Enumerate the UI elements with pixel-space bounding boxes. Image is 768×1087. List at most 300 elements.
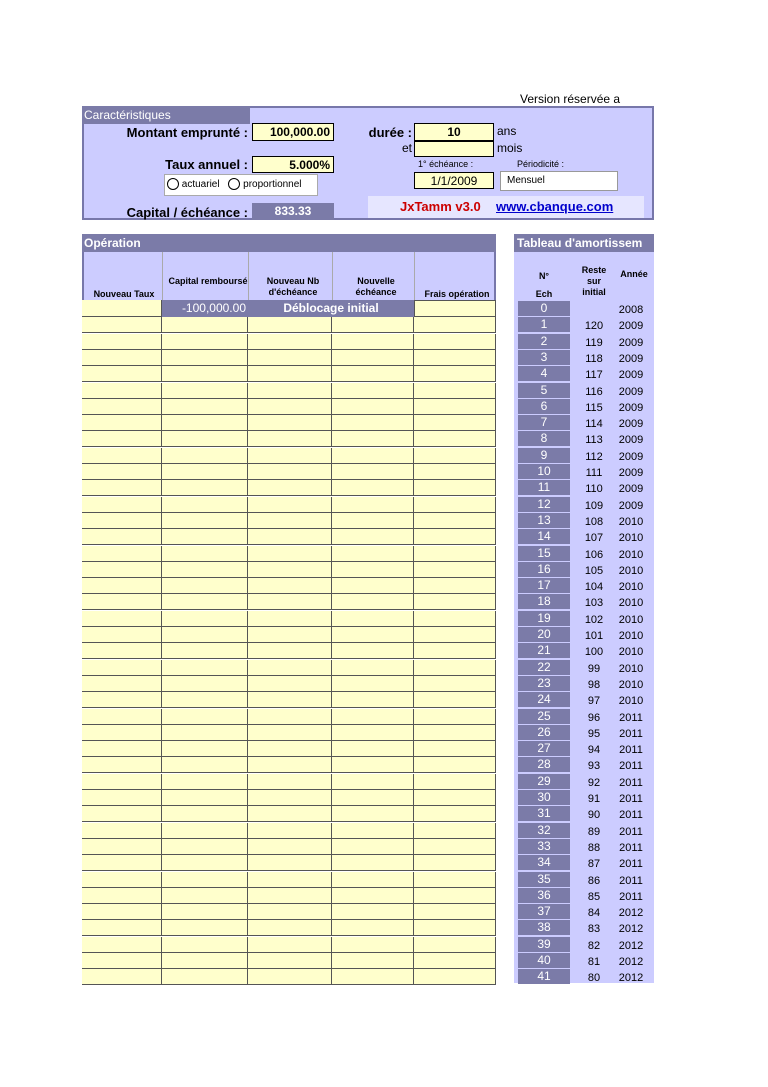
operation-cell[interactable] — [414, 969, 496, 985]
operation-cell[interactable] — [248, 969, 332, 985]
operation-cell[interactable] — [414, 823, 496, 839]
operation-cell[interactable] — [162, 757, 248, 773]
operation-row — [82, 741, 496, 757]
annee-value: 2011 — [619, 874, 643, 887]
operation-cell[interactable] — [162, 594, 248, 610]
operation-cell[interactable] — [332, 611, 414, 627]
operation-cell[interactable] — [82, 741, 162, 757]
operation-cell[interactable] — [414, 317, 496, 333]
operation-cell[interactable] — [82, 937, 162, 953]
operation-cell[interactable] — [414, 741, 496, 757]
operation-row — [82, 431, 496, 447]
operation-cell[interactable] — [82, 415, 162, 431]
montant-input[interactable]: 100,000.00 — [252, 123, 334, 141]
operation-cell[interactable] — [248, 497, 332, 513]
annee-value: 2009 — [618, 352, 644, 365]
operation-cell[interactable] — [82, 872, 162, 888]
operation-cell[interactable] — [414, 806, 496, 822]
operation-cell[interactable] — [82, 692, 162, 708]
echeance-number: 37 — [518, 904, 570, 919]
operation-cell[interactable] — [414, 790, 496, 806]
operation-cell[interactable] — [248, 431, 332, 447]
operation-cell[interactable] — [82, 431, 162, 447]
operation-cell[interactable] — [82, 399, 162, 415]
operation-cell[interactable] — [332, 431, 414, 447]
operation-cell[interactable] — [414, 611, 496, 627]
operation-cell[interactable] — [248, 366, 332, 382]
amortization-row — [514, 562, 654, 578]
operation-cell[interactable] — [414, 725, 496, 741]
operation-cell[interactable] — [82, 611, 162, 627]
operation-cell[interactable] — [332, 627, 414, 643]
echeance-number: 5 — [518, 383, 570, 398]
operation-cell[interactable] — [332, 334, 414, 350]
amortization-row — [514, 529, 654, 545]
col-nouvelle-echeance: Nouvelle échéance — [355, 276, 397, 297]
operation-cell[interactable] — [248, 839, 332, 855]
operation-cell[interactable] — [414, 888, 496, 904]
operation-cell[interactable] — [82, 480, 162, 496]
reste-value: 81 — [587, 956, 601, 968]
annee-value: 2012 — [618, 907, 644, 920]
operation-cell[interactable] — [162, 627, 248, 643]
reste-value: 119 — [585, 336, 603, 349]
echeance-number: 18 — [518, 594, 570, 609]
operation-cell[interactable] — [332, 774, 414, 790]
annee-value: 2010 — [618, 646, 644, 659]
operation-cell[interactable] — [414, 757, 496, 773]
operation-cell[interactable] — [82, 627, 162, 643]
echeance-number: 12 — [518, 497, 570, 512]
echeance-number: 3 — [518, 350, 570, 365]
operation-cell[interactable] — [248, 415, 332, 431]
amortization-row — [514, 823, 654, 839]
operation-cell[interactable] — [82, 774, 162, 790]
operation-cell[interactable] — [332, 317, 414, 333]
operation-cell[interactable] — [162, 823, 248, 839]
operation-cell[interactable] — [414, 415, 496, 431]
operation-row — [82, 969, 496, 985]
operation-cell[interactable] — [248, 741, 332, 757]
operation-cell[interactable] — [414, 709, 496, 725]
operation-cell[interactable] — [162, 415, 248, 431]
operation-cell[interactable] — [332, 480, 414, 496]
annee-value: 2012 — [618, 972, 644, 985]
operation-cell[interactable] — [332, 383, 414, 399]
amortization-row — [514, 855, 654, 871]
operation-cell[interactable] — [162, 774, 248, 790]
operation-cell[interactable] — [332, 660, 414, 676]
operation-cell[interactable] — [248, 399, 332, 415]
amortization-row — [514, 709, 654, 725]
operation-cell[interactable] — [414, 872, 496, 888]
operation-cell[interactable] — [332, 399, 414, 415]
website-link[interactable]: www.cbanque.com — [496, 199, 614, 214]
operation-cell[interactable] — [248, 643, 332, 659]
echeance-number: 28 — [518, 757, 570, 772]
operation-cell[interactable] — [332, 920, 414, 936]
amortization-row — [514, 350, 654, 366]
operation-cell[interactable] — [332, 872, 414, 888]
operation-cell[interactable] — [162, 888, 248, 904]
echeance-number: 32 — [518, 823, 570, 838]
operation-cell[interactable] — [162, 350, 248, 366]
reste-value: 92 — [587, 776, 601, 789]
first-row-taux[interactable] — [82, 300, 162, 317]
operation-cell[interactable] — [162, 546, 248, 562]
operation-cell[interactable] — [162, 725, 248, 741]
annee-value: 2010 — [618, 630, 644, 642]
amortization-row — [514, 937, 654, 953]
operation-cell[interactable] — [82, 823, 162, 839]
operation-cell[interactable] — [332, 594, 414, 610]
amortization-row — [514, 334, 654, 350]
operation-cell[interactable] — [162, 448, 248, 464]
duree-years-input[interactable]: 10 — [414, 123, 494, 141]
operation-cell[interactable] — [414, 334, 496, 350]
operation-cell[interactable] — [162, 431, 248, 447]
operation-cell[interactable] — [332, 823, 414, 839]
reste-value: 93 — [587, 760, 601, 773]
echeance-number: 0 — [518, 301, 570, 316]
operation-cell[interactable] — [332, 497, 414, 513]
operation-cell[interactable] — [248, 317, 332, 333]
operation-cell[interactable] — [414, 513, 496, 529]
operation-cell[interactable] — [248, 774, 332, 790]
operation-row — [82, 757, 496, 773]
operation-row — [82, 888, 496, 904]
operation-cell[interactable] — [248, 937, 332, 953]
reste-value: 84 — [587, 907, 601, 920]
operation-cell[interactable] — [162, 529, 248, 545]
operation-cell[interactable] — [162, 660, 248, 676]
operation-cell[interactable] — [162, 676, 248, 692]
operation-cell[interactable] — [82, 594, 162, 610]
operation-cell[interactable] — [332, 806, 414, 822]
operation-cell[interactable] — [82, 660, 162, 676]
operation-cell[interactable] — [82, 334, 162, 350]
operation-cell[interactable] — [162, 513, 248, 529]
operation-cell[interactable] — [332, 578, 414, 594]
operation-row — [82, 594, 496, 610]
annee-value: 2009 — [618, 336, 644, 349]
operation-cell[interactable] — [82, 366, 162, 382]
operation-cell[interactable] — [82, 725, 162, 741]
first-row-frais[interactable] — [414, 300, 496, 317]
operation-cell[interactable] — [248, 872, 332, 888]
operation-cell[interactable] — [332, 855, 414, 871]
operation-cell[interactable] — [248, 448, 332, 464]
operation-cell[interactable] — [82, 546, 162, 562]
operation-cell[interactable] — [82, 464, 162, 480]
operation-cell[interactable] — [162, 920, 248, 936]
operation-cell[interactable] — [414, 497, 496, 513]
operation-cell[interactable] — [162, 497, 248, 513]
operation-cell[interactable] — [332, 448, 414, 464]
operation-cell[interactable] — [248, 334, 332, 350]
operation-cell[interactable] — [82, 676, 162, 692]
operation-cell[interactable] — [82, 578, 162, 594]
operation-cell[interactable] — [332, 529, 414, 545]
operation-cell[interactable] — [82, 806, 162, 822]
operation-cell[interactable] — [162, 839, 248, 855]
periodicite-select[interactable]: Mensuel — [500, 171, 618, 191]
operation-cell[interactable] — [82, 383, 162, 399]
amortization-row — [514, 383, 654, 399]
operation-cell[interactable] — [248, 546, 332, 562]
operation-cell[interactable] — [414, 904, 496, 920]
operation-cell[interactable] — [414, 383, 496, 399]
operation-cell[interactable] — [414, 366, 496, 382]
operation-cell[interactable] — [162, 611, 248, 627]
operation-cell[interactable] — [248, 594, 332, 610]
operation-cell[interactable] — [414, 643, 496, 659]
amortization-row — [514, 317, 654, 333]
operation-cell[interactable] — [332, 546, 414, 562]
operation-cell[interactable] — [82, 709, 162, 725]
operation-cell[interactable] — [162, 480, 248, 496]
operation-cell[interactable] — [248, 920, 332, 936]
echeance-number: 26 — [518, 725, 570, 740]
operation-cell[interactable] — [162, 872, 248, 888]
taux-input[interactable]: 5.000% — [252, 156, 334, 173]
operation-cell[interactable] — [414, 839, 496, 855]
operation-cell[interactable] — [332, 937, 414, 953]
radio-actuariel[interactable] — [167, 178, 179, 190]
operation-cell[interactable] — [332, 415, 414, 431]
operation-cell[interactable] — [248, 953, 332, 969]
operation-cell[interactable] — [82, 513, 162, 529]
annee-value: 2009 — [618, 385, 644, 398]
operation-cell[interactable] — [248, 529, 332, 545]
operation-cell[interactable] — [162, 692, 248, 708]
operation-cell[interactable] — [332, 464, 414, 480]
operation-cell[interactable] — [414, 774, 496, 790]
operation-cell[interactable] — [414, 627, 496, 643]
operation-cell[interactable] — [414, 953, 496, 969]
operation-cell[interactable] — [82, 839, 162, 855]
annee-value: 2012 — [618, 956, 644, 968]
operation-cell[interactable] — [332, 513, 414, 529]
operation-cell[interactable] — [82, 790, 162, 806]
duree-months-input[interactable] — [414, 141, 494, 157]
amortization-row — [514, 611, 654, 627]
operation-cell[interactable] — [414, 660, 496, 676]
operation-cell[interactable] — [414, 562, 496, 578]
operation-cell[interactable] — [248, 855, 332, 871]
operation-cell[interactable] — [162, 741, 248, 757]
operation-cell[interactable] — [414, 464, 496, 480]
annee-value: 2011 — [619, 890, 643, 903]
operation-cell[interactable] — [248, 790, 332, 806]
operation-row — [82, 366, 496, 382]
annee-value: 2011 — [619, 793, 643, 805]
operation-cell[interactable] — [162, 969, 248, 985]
operation-cell[interactable] — [332, 839, 414, 855]
operation-cell[interactable] — [414, 431, 496, 447]
operation-cell[interactable] — [162, 366, 248, 382]
operation-cell[interactable] — [332, 790, 414, 806]
operation-cell[interactable] — [248, 464, 332, 480]
operation-cell[interactable] — [332, 741, 414, 757]
operation-cell[interactable] — [82, 969, 162, 985]
reste-value: 89 — [587, 825, 601, 838]
operation-cell[interactable] — [332, 366, 414, 382]
radio-proportionnel[interactable] — [228, 178, 240, 190]
echeance-number: 38 — [518, 920, 570, 935]
col-n-line1: N° — [538, 271, 550, 281]
operation-cell[interactable] — [82, 350, 162, 366]
calc-mode-group — [164, 174, 318, 196]
operation-row — [82, 643, 496, 659]
echeance-number: 34 — [518, 855, 570, 870]
reste-value: 107 — [584, 532, 604, 545]
version-note: Version réservée a — [520, 92, 621, 106]
echeance-number: 33 — [518, 839, 570, 854]
operation-cell[interactable] — [332, 709, 414, 725]
operation-cell[interactable] — [248, 383, 332, 399]
first-echeance-input[interactable]: 1/1/2009 — [414, 172, 494, 189]
operation-cell[interactable] — [332, 953, 414, 969]
amortization-row — [514, 790, 654, 806]
operation-cell[interactable] — [414, 529, 496, 545]
operation-cell[interactable] — [332, 350, 414, 366]
operation-cell[interactable] — [414, 578, 496, 594]
operation-cell[interactable] — [248, 350, 332, 366]
operation-cell[interactable] — [414, 546, 496, 562]
operation-cell[interactable] — [248, 513, 332, 529]
operation-cell[interactable] — [248, 562, 332, 578]
reste-value: 80 — [587, 972, 601, 985]
operation-cell[interactable] — [414, 920, 496, 936]
echeance-number: 21 — [518, 643, 570, 658]
operation-row — [82, 464, 496, 480]
operation-cell[interactable] — [162, 904, 248, 920]
operation-cell[interactable] — [162, 953, 248, 969]
first-echeance-label: 1° échéance : — [418, 159, 474, 169]
operation-cell[interactable] — [82, 953, 162, 969]
operation-cell[interactable] — [414, 676, 496, 692]
operation-cell[interactable] — [248, 660, 332, 676]
operation-cell[interactable] — [82, 855, 162, 871]
operation-cell[interactable] — [414, 350, 496, 366]
operation-cell[interactable] — [162, 562, 248, 578]
reste-value: 105 — [584, 564, 604, 577]
operation-cell[interactable] — [414, 692, 496, 708]
operation-cell[interactable] — [332, 562, 414, 578]
operation-cell[interactable] — [248, 904, 332, 920]
operation-cell[interactable] — [414, 480, 496, 496]
operation-cell[interactable] — [82, 448, 162, 464]
operation-cell[interactable] — [248, 578, 332, 594]
amortization-row — [514, 431, 654, 447]
periodicite-label: Périodicité : — [517, 159, 565, 169]
operation-cell[interactable] — [332, 676, 414, 692]
operation-cell[interactable] — [248, 692, 332, 708]
operation-cell[interactable] — [82, 497, 162, 513]
reste-value: 108 — [584, 515, 604, 528]
operation-cell[interactable] — [248, 709, 332, 725]
operation-cell[interactable] — [162, 643, 248, 659]
reste-value: 94 — [587, 744, 601, 757]
operation-cell[interactable] — [82, 920, 162, 936]
operation-cell[interactable] — [162, 317, 248, 333]
operation-cell[interactable] — [82, 529, 162, 545]
operation-row — [82, 872, 496, 888]
operation-cell[interactable] — [82, 317, 162, 333]
amortization-row — [514, 920, 654, 936]
operation-row — [82, 855, 496, 871]
operation-cell[interactable] — [82, 643, 162, 659]
operation-cell[interactable] — [248, 480, 332, 496]
operation-cell[interactable] — [248, 888, 332, 904]
operation-cell[interactable] — [248, 757, 332, 773]
operation-cell[interactable] — [414, 855, 496, 871]
echeance-number: 17 — [518, 578, 570, 593]
operation-cell[interactable] — [332, 643, 414, 659]
amortization-row — [514, 643, 654, 659]
operation-cell[interactable] — [162, 709, 248, 725]
operation-cell[interactable] — [162, 464, 248, 480]
reste-value: 85 — [587, 890, 601, 903]
operation-cell[interactable] — [332, 904, 414, 920]
echeance-number: 4 — [518, 366, 570, 381]
operation-row — [82, 334, 496, 350]
operation-cell[interactable] — [248, 823, 332, 839]
operation-cell[interactable] — [248, 627, 332, 643]
operation-cell[interactable] — [162, 334, 248, 350]
operation-cell[interactable] — [162, 806, 248, 822]
operation-cell[interactable] — [162, 383, 248, 399]
operation-cell[interactable] — [414, 937, 496, 953]
operation-cell[interactable] — [332, 969, 414, 985]
operation-row — [82, 497, 496, 513]
operation-cell[interactable] — [332, 692, 414, 708]
reste-value: 90 — [587, 809, 601, 822]
operation-cell[interactable] — [248, 806, 332, 822]
operation-cell[interactable] — [162, 855, 248, 871]
operation-cell[interactable] — [82, 888, 162, 904]
operation-cell[interactable] — [82, 562, 162, 578]
operation-cell[interactable] — [332, 888, 414, 904]
operation-cell[interactable] — [162, 578, 248, 594]
operation-cell[interactable] — [332, 725, 414, 741]
operation-cell[interactable] — [248, 725, 332, 741]
operation-row — [82, 317, 496, 333]
operation-cell[interactable] — [82, 757, 162, 773]
operation-title: Opération — [82, 234, 496, 252]
annee-value: 2011 — [619, 776, 643, 789]
operation-cell[interactable] — [414, 448, 496, 464]
operation-cell[interactable] — [332, 757, 414, 773]
col-nouveau-nb: Nouveau Nb d'échéance — [266, 276, 320, 297]
amortization-row — [514, 953, 654, 969]
amortization-row — [514, 692, 654, 708]
operation-row — [82, 350, 496, 366]
operation-cell[interactable] — [162, 399, 248, 415]
operation-cell[interactable] — [248, 676, 332, 692]
operation-cell[interactable] — [162, 790, 248, 806]
operation-cell[interactable] — [162, 937, 248, 953]
echeance-number: 31 — [518, 806, 570, 821]
annee-value: 2009 — [618, 418, 644, 431]
reste-value: 98 — [587, 678, 601, 691]
operation-cell[interactable] — [248, 611, 332, 627]
operation-cell[interactable] — [82, 904, 162, 920]
echeance-number: 19 — [518, 611, 570, 626]
operation-cell[interactable] — [414, 594, 496, 610]
operation-cell[interactable] — [414, 399, 496, 415]
